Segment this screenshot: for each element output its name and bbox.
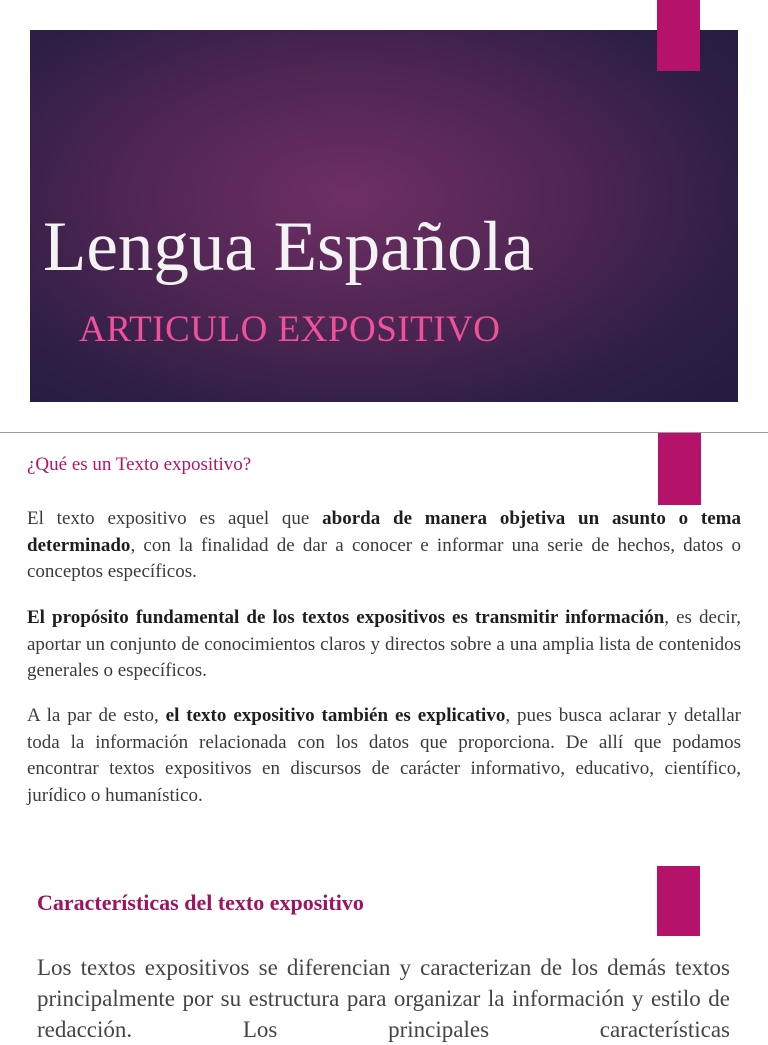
paragraph-text: A la par de esto, [27, 705, 166, 726]
paragraph-bold: el texto expositivo también es explicativo [165, 705, 506, 726]
title-slide [0, 0, 768, 432]
accent-bar [657, 866, 700, 936]
characteristics-slide [0, 848, 768, 1042]
definition-slide [0, 433, 768, 848]
slide-title: Lengua Española [43, 208, 534, 286]
paragraph-text: , con la finalidad de dar a conocer e informar una serie de hechos, datos o conceptos específicos. [27, 534, 741, 582]
paragraph-text: El texto expositivo es aquel que [27, 508, 323, 529]
paragraph-explanatory [27, 703, 741, 809]
paragraph-definition [27, 506, 741, 586]
paragraph-bold: El propósito fundamental de los textos expositivos es transmitir información [27, 607, 665, 628]
paragraph-purpose [27, 605, 741, 685]
accent-bar [657, 0, 700, 71]
slide-subtitle: ARTICULO EXPOSITIVO [79, 309, 501, 350]
section-heading: Características del texto expositivo [37, 890, 364, 915]
paragraph-bold: aborda de manera objetiva un asunto o tema determinado [27, 508, 741, 556]
accent-bar [658, 433, 701, 505]
paragraph-text: , pues busca aclarar y detallar toda la información relacionada con los datos que proporciona. De allí que podamos encontrar textos expositivos en discursos de carácter informativo, educativo, científico, jurídico o humanístico. [27, 705, 742, 806]
paragraph-text: , es decir, aportar un conjunto de conocimientos claros y directos sobre a una amplia lista de contenidos generales o específicos. [27, 607, 741, 681]
section-heading: ¿Qué es un Texto expositivo? [27, 454, 252, 475]
paragraph-characteristics: Los textos expositivos se diferencian y caracterizan de los demás textos principalmente por su estructura para organizar la información y estilo de redacción. Los principales características [37, 955, 730, 1042]
